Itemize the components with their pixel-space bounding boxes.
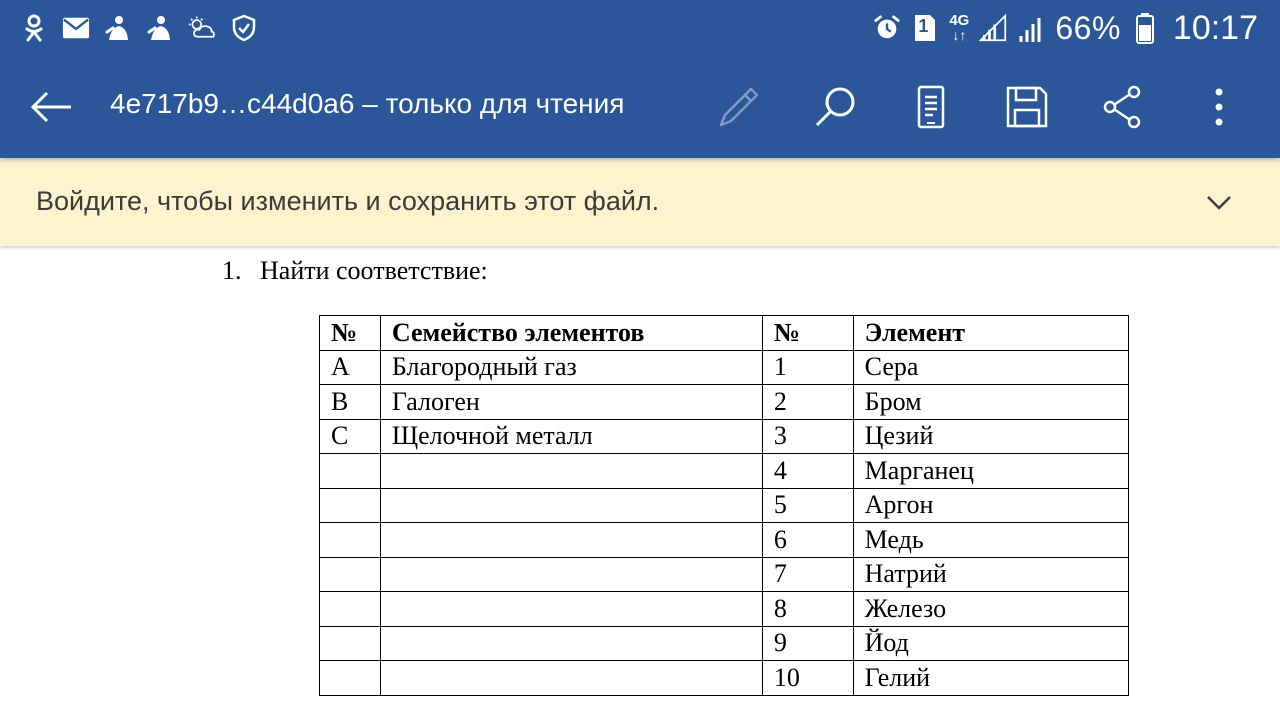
system-indicators: [873, 8, 1258, 48]
chevron-down-icon: [1205, 194, 1233, 212]
save-icon: [1003, 83, 1051, 131]
share-button[interactable]: [1095, 80, 1149, 134]
matching-table: [319, 315, 1129, 696]
table-row: [320, 661, 1129, 696]
table-cell: [320, 626, 381, 661]
table-cell: [380, 557, 762, 592]
signal-icon: [979, 14, 1007, 42]
table-header-cell: Семейство элементов: [380, 316, 762, 351]
table-cell: [320, 592, 381, 627]
banner-message: Войдите, чтобы изменить и сохранить этот файл.: [36, 186, 660, 216]
table-header-cell: №: [762, 316, 853, 351]
pencil-icon: [715, 83, 763, 131]
app-notification-icon: [104, 14, 132, 42]
reading-mode-icon: [911, 83, 951, 131]
table-cell: Марганец: [853, 454, 1128, 489]
mail-icon: [62, 14, 90, 42]
app-notification-icon: [146, 14, 174, 42]
battery-percentage: 66%: [1055, 9, 1121, 46]
table-header-cell: №: [320, 316, 381, 351]
question-text: Найти соответствие:: [260, 256, 488, 285]
table-cell: [320, 488, 381, 523]
network-4g-icon: 4G ↓↑: [949, 12, 970, 43]
table-cell: Галоген: [380, 385, 762, 420]
table-cell: B: [320, 385, 381, 420]
table-row: [320, 419, 1129, 454]
table-row: [320, 626, 1129, 661]
table-cell: [320, 523, 381, 558]
table-cell: [380, 661, 762, 696]
table-cell: Аргон: [853, 488, 1128, 523]
table-cell: 10: [762, 661, 853, 696]
table-cell: 3: [762, 419, 853, 454]
banner-expand-button[interactable]: [1202, 186, 1236, 220]
alarm-icon: [873, 14, 901, 42]
table-cell: 8: [762, 592, 853, 627]
table-cell: A: [320, 350, 381, 385]
shield-icon: [230, 14, 258, 42]
table-cell: [380, 488, 762, 523]
back-button[interactable]: [26, 82, 76, 132]
table-row: [320, 488, 1129, 523]
table-cell: 6: [762, 523, 853, 558]
odnoklassniki-icon: [20, 14, 48, 42]
table-cell: Сера: [853, 350, 1128, 385]
table-header-cell: Элемент: [853, 316, 1128, 351]
table-row: [320, 350, 1129, 385]
table-cell: [380, 523, 762, 558]
network-type-label: 4G: [949, 12, 970, 29]
clock: 10:17: [1172, 8, 1258, 47]
sim-badge: 1: [918, 16, 929, 36]
more-vertical-icon: [1209, 83, 1229, 131]
document-page[interactable]: [0, 246, 1280, 720]
table-row: [320, 557, 1129, 592]
table-header-row: [320, 316, 1129, 351]
table-cell: Натрий: [853, 557, 1128, 592]
edit-button[interactable]: [712, 80, 766, 134]
table-cell: C: [320, 419, 381, 454]
table-cell: 4: [762, 454, 853, 489]
weather-icon: [188, 14, 216, 42]
table-cell: [320, 557, 381, 592]
question-number: 1.: [222, 256, 242, 285]
table-cell: Йод: [853, 626, 1128, 661]
status-bar: [0, 0, 1280, 56]
table-cell: Благородный газ: [380, 350, 762, 385]
table-cell: [320, 661, 381, 696]
table-cell: 1: [762, 350, 853, 385]
table-row: [320, 592, 1129, 627]
reading-mode-button[interactable]: [904, 80, 958, 134]
table-cell: [380, 626, 762, 661]
table-row: [320, 454, 1129, 489]
table-row: [320, 523, 1129, 558]
table-cell: [320, 454, 381, 489]
table-cell: Цезий: [853, 419, 1128, 454]
table-cell: Железо: [853, 592, 1128, 627]
notification-icons: [20, 12, 258, 44]
save-button[interactable]: [1000, 80, 1054, 134]
table-cell: Медь: [853, 523, 1128, 558]
table-cell: [380, 592, 762, 627]
table-cell: [380, 454, 762, 489]
sign-in-banner[interactable]: [0, 158, 1280, 246]
battery-icon: [1131, 14, 1159, 42]
search-button[interactable]: [808, 80, 862, 134]
app-toolbar: [0, 56, 1280, 158]
table-cell: Щелочной металл: [380, 419, 762, 454]
table-cell: Гелий: [853, 661, 1128, 696]
table-row: [320, 385, 1129, 420]
table-cell: 2: [762, 385, 853, 420]
sim-icon: [911, 14, 939, 42]
table-cell: Бром: [853, 385, 1128, 420]
share-icon: [1098, 83, 1146, 131]
table-cell: 7: [762, 557, 853, 592]
search-icon: [811, 83, 859, 131]
back-arrow-icon: [29, 90, 73, 124]
more-options-button[interactable]: [1192, 80, 1246, 134]
table-cell: 5: [762, 488, 853, 523]
document-title: 4e717b9…c44d0a6 – только для чтения: [110, 88, 625, 119]
signal-icon: [1017, 14, 1045, 42]
table-cell: 9: [762, 626, 853, 661]
